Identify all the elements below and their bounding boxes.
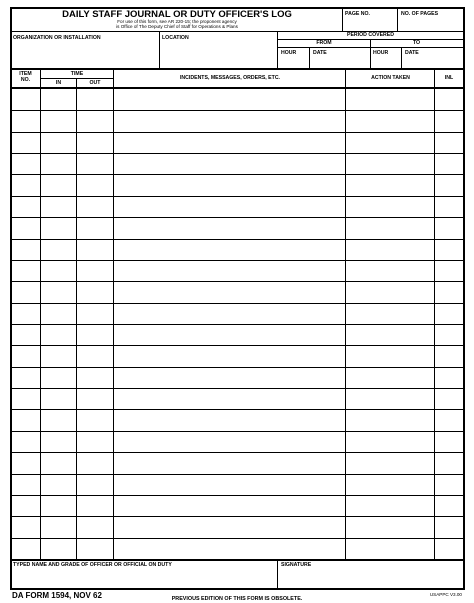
table-row bbox=[11, 495, 463, 516]
table-row bbox=[11, 452, 463, 473]
row-divider bbox=[11, 324, 463, 325]
table-row bbox=[11, 281, 463, 302]
table-row bbox=[11, 217, 463, 238]
row-divider bbox=[11, 495, 463, 496]
table-row bbox=[11, 367, 463, 388]
initials-cell[interactable] bbox=[435, 303, 463, 324]
time-out-cell[interactable] bbox=[77, 538, 113, 559]
action-cell[interactable] bbox=[346, 345, 434, 366]
to-hour-label: HOUR bbox=[373, 50, 389, 56]
action-cell[interactable] bbox=[346, 474, 434, 495]
grid-v-org bbox=[159, 32, 160, 69]
row-divider bbox=[11, 110, 463, 111]
table-row bbox=[11, 132, 463, 153]
row-divider bbox=[11, 367, 463, 368]
item-no-cell[interactable] bbox=[11, 409, 40, 430]
form-version: USAPPC V3.00 bbox=[429, 592, 462, 597]
to-date-label: DATE bbox=[405, 50, 419, 56]
action-cell[interactable] bbox=[346, 132, 434, 153]
incident-cell[interactable] bbox=[114, 281, 345, 302]
row-divider bbox=[11, 516, 463, 517]
initials-cell[interactable] bbox=[435, 174, 463, 195]
time-label: TIME bbox=[70, 71, 84, 77]
table-row bbox=[11, 110, 463, 131]
grid-v-fromto bbox=[370, 40, 371, 69]
time-in-cell[interactable] bbox=[41, 474, 76, 495]
time-out-cell[interactable] bbox=[77, 217, 113, 238]
location-label: LOCATION bbox=[162, 35, 189, 41]
time-in-cell[interactable] bbox=[41, 281, 76, 302]
time-in-cell[interactable] bbox=[41, 431, 76, 452]
incident-cell[interactable] bbox=[114, 89, 345, 110]
item-no-cell[interactable] bbox=[11, 495, 40, 516]
incident-cell[interactable] bbox=[114, 239, 345, 260]
form-subtitle-1: For use of this form, see AR 220-15; the proponent agency bbox=[117, 19, 237, 24]
grid-h-time bbox=[41, 78, 113, 79]
initials-cell[interactable] bbox=[435, 431, 463, 452]
table-row bbox=[11, 174, 463, 195]
period-covered-label: PERIOD COVERED bbox=[347, 32, 394, 38]
incident-cell[interactable] bbox=[114, 452, 345, 473]
row-divider bbox=[11, 409, 463, 410]
form-title: DAILY STAFF JOURNAL OR DUTY OFFICER'S LOG bbox=[62, 9, 292, 20]
incident-cell[interactable] bbox=[114, 409, 345, 430]
initials-cell[interactable] bbox=[435, 281, 463, 302]
item-no-cell[interactable] bbox=[11, 452, 40, 473]
incident-cell[interactable] bbox=[114, 196, 345, 217]
incident-cell[interactable] bbox=[114, 495, 345, 516]
time-in-cell[interactable] bbox=[41, 196, 76, 217]
incidents-label: INCIDENTS, MESSAGES, ORDERS, ETC. bbox=[179, 75, 281, 81]
grid-h-title-bottom bbox=[11, 31, 463, 32]
initials-cell[interactable] bbox=[435, 388, 463, 409]
grid-v-location bbox=[277, 32, 278, 69]
time-in-cell[interactable] bbox=[41, 174, 76, 195]
initials-cell[interactable] bbox=[435, 452, 463, 473]
initials-cell[interactable] bbox=[435, 153, 463, 174]
item-no-cell[interactable] bbox=[11, 217, 40, 238]
table-row bbox=[11, 196, 463, 217]
from-date-label: DATE bbox=[313, 50, 327, 56]
action-cell[interactable] bbox=[346, 431, 434, 452]
row-divider bbox=[11, 345, 463, 346]
table-row bbox=[11, 431, 463, 452]
signature-label: SIGNATURE bbox=[281, 562, 312, 568]
grid-v-in bbox=[76, 79, 77, 560]
row-divider bbox=[11, 303, 463, 304]
action-cell[interactable] bbox=[346, 110, 434, 131]
item-no-cell[interactable] bbox=[11, 388, 40, 409]
incident-cell[interactable] bbox=[114, 110, 345, 131]
time-out-cell[interactable] bbox=[77, 367, 113, 388]
incident-cell[interactable] bbox=[114, 516, 345, 537]
initials-cell[interactable] bbox=[435, 474, 463, 495]
item-no-cell[interactable] bbox=[11, 538, 40, 559]
grid-v-out bbox=[113, 70, 114, 560]
initials-cell[interactable] bbox=[435, 217, 463, 238]
incident-cell[interactable] bbox=[114, 431, 345, 452]
time-out-cell[interactable] bbox=[77, 174, 113, 195]
frame-right bbox=[463, 7, 465, 590]
incident-cell[interactable] bbox=[114, 260, 345, 281]
from-hour-label: HOUR bbox=[281, 50, 297, 56]
initials-cell[interactable] bbox=[435, 538, 463, 559]
time-out-cell[interactable] bbox=[77, 388, 113, 409]
row-divider bbox=[11, 196, 463, 197]
to-hour-field[interactable] bbox=[370, 48, 401, 69]
initials-cell[interactable] bbox=[435, 89, 463, 110]
time-out-cell[interactable] bbox=[77, 303, 113, 324]
time-in-cell[interactable] bbox=[41, 367, 76, 388]
grid-v-signature bbox=[277, 560, 278, 589]
action-cell[interactable] bbox=[346, 538, 434, 559]
from-hour-field[interactable] bbox=[278, 48, 309, 69]
table-row bbox=[11, 538, 463, 559]
organization-label: ORGANIZATION OR INSTALLATION bbox=[13, 35, 101, 41]
initials-cell[interactable] bbox=[435, 495, 463, 516]
initials-label: INL bbox=[444, 75, 454, 81]
form-subtitle-2: is Office of The Deputy Chief of Staff for Operations & Plans bbox=[116, 24, 238, 29]
frame-bottom bbox=[11, 588, 464, 590]
location-field[interactable] bbox=[160, 32, 277, 69]
item-no-cell[interactable] bbox=[11, 89, 40, 110]
table-row bbox=[11, 388, 463, 409]
row-divider bbox=[11, 239, 463, 240]
row-divider bbox=[11, 538, 463, 539]
action-cell[interactable] bbox=[346, 495, 434, 516]
table-row bbox=[11, 324, 463, 345]
time-in-cell[interactable] bbox=[41, 110, 76, 131]
to-label: TO bbox=[412, 40, 421, 46]
initials-cell[interactable] bbox=[435, 367, 463, 388]
time-in-label: IN bbox=[55, 80, 62, 86]
initials-cell[interactable] bbox=[435, 516, 463, 537]
grid-v-item bbox=[40, 70, 41, 560]
page-no-label: PAGE NO. bbox=[345, 11, 370, 17]
time-in-cell[interactable] bbox=[41, 303, 76, 324]
time-out-cell[interactable] bbox=[77, 110, 113, 131]
incident-cell[interactable] bbox=[114, 217, 345, 238]
time-in-cell[interactable] bbox=[41, 217, 76, 238]
time-in-cell[interactable] bbox=[41, 89, 76, 110]
item-no-cell[interactable] bbox=[11, 260, 40, 281]
frame-left bbox=[10, 7, 12, 590]
time-in-cell[interactable] bbox=[41, 388, 76, 409]
time-out-cell[interactable] bbox=[77, 474, 113, 495]
grid-h-table-header-bottom bbox=[11, 87, 463, 89]
row-divider bbox=[11, 431, 463, 432]
time-in-cell[interactable] bbox=[41, 132, 76, 153]
time-out-cell[interactable] bbox=[77, 132, 113, 153]
item-no-cell[interactable] bbox=[11, 516, 40, 537]
initials-cell[interactable] bbox=[435, 196, 463, 217]
action-cell[interactable] bbox=[346, 324, 434, 345]
time-out-cell[interactable] bbox=[77, 239, 113, 260]
no-of-pages-label: NO. OF PAGES bbox=[401, 11, 439, 17]
grid-v-action bbox=[434, 70, 435, 560]
action-cell[interactable] bbox=[346, 196, 434, 217]
row-divider bbox=[11, 153, 463, 154]
time-in-cell[interactable] bbox=[41, 495, 76, 516]
to-date-field[interactable] bbox=[402, 48, 463, 69]
initials-cell[interactable] bbox=[435, 324, 463, 345]
incident-cell[interactable] bbox=[114, 153, 345, 174]
item-no-cell[interactable] bbox=[11, 345, 40, 366]
table-row bbox=[11, 260, 463, 281]
table-row bbox=[11, 303, 463, 324]
item-no-cell[interactable] bbox=[11, 110, 40, 131]
time-in-cell[interactable] bbox=[41, 239, 76, 260]
action-cell[interactable] bbox=[346, 239, 434, 260]
row-divider bbox=[11, 474, 463, 475]
initials-cell[interactable] bbox=[435, 110, 463, 131]
time-out-cell[interactable] bbox=[77, 495, 113, 516]
row-divider bbox=[11, 260, 463, 261]
row-divider bbox=[11, 281, 463, 282]
incident-cell[interactable] bbox=[114, 367, 345, 388]
time-out-label: OUT bbox=[89, 80, 101, 86]
incident-cell[interactable] bbox=[114, 132, 345, 153]
incident-cell[interactable] bbox=[114, 474, 345, 495]
item-no-label-1: ITEM bbox=[19, 71, 32, 77]
action-cell[interactable] bbox=[346, 89, 434, 110]
row-divider bbox=[11, 452, 463, 453]
time-out-cell[interactable] bbox=[77, 452, 113, 473]
incident-cell[interactable] bbox=[114, 174, 345, 195]
incident-cell[interactable] bbox=[114, 303, 345, 324]
grid-v-from-hour bbox=[309, 48, 310, 69]
action-taken-label: ACTION TAKEN bbox=[371, 75, 410, 81]
grid-h-header-bottom bbox=[11, 68, 463, 70]
time-out-cell[interactable] bbox=[77, 409, 113, 430]
typed-name-label: TYPED NAME AND GRADE OF OFFICER OR OFFICIAL ON DUTY bbox=[13, 562, 172, 568]
time-in-cell[interactable] bbox=[41, 345, 76, 366]
table-row bbox=[11, 153, 463, 174]
time-in-cell[interactable] bbox=[41, 452, 76, 473]
table-row bbox=[11, 345, 463, 366]
time-out-cell[interactable] bbox=[77, 516, 113, 537]
item-no-cell[interactable] bbox=[11, 324, 40, 345]
item-no-label-2: NO. bbox=[20, 77, 31, 83]
edition-note: PREVIOUS EDITION OF THIS FORM IS OBSOLETE. bbox=[171, 596, 303, 602]
action-cell[interactable] bbox=[346, 153, 434, 174]
action-cell[interactable] bbox=[346, 367, 434, 388]
time-in-cell[interactable] bbox=[41, 516, 76, 537]
action-cell[interactable] bbox=[346, 217, 434, 238]
action-cell[interactable] bbox=[346, 516, 434, 537]
item-no-cell[interactable] bbox=[11, 431, 40, 452]
time-out-cell[interactable] bbox=[77, 345, 113, 366]
item-no-cell[interactable] bbox=[11, 474, 40, 495]
initials-cell[interactable] bbox=[435, 409, 463, 430]
time-out-cell[interactable] bbox=[77, 260, 113, 281]
grid-h-table-bottom bbox=[11, 559, 463, 561]
item-no-cell[interactable] bbox=[11, 132, 40, 153]
initials-cell[interactable] bbox=[435, 260, 463, 281]
time-in-cell[interactable] bbox=[41, 260, 76, 281]
organization-field[interactable] bbox=[11, 32, 159, 69]
action-cell[interactable] bbox=[346, 260, 434, 281]
table-row bbox=[11, 239, 463, 260]
signature-field[interactable] bbox=[278, 560, 463, 589]
row-divider bbox=[11, 388, 463, 389]
time-out-cell[interactable] bbox=[77, 281, 113, 302]
incident-cell[interactable] bbox=[114, 324, 345, 345]
time-in-cell[interactable] bbox=[41, 153, 76, 174]
grid-v-incidents bbox=[345, 70, 346, 560]
table-row bbox=[11, 516, 463, 537]
from-date-field[interactable] bbox=[310, 48, 370, 69]
no-of-pages-field[interactable] bbox=[398, 8, 463, 32]
item-no-cell[interactable] bbox=[11, 239, 40, 260]
form-number: DA FORM 1594, NOV 62 bbox=[12, 591, 102, 600]
item-no-cell[interactable] bbox=[11, 153, 40, 174]
grid-v-pages bbox=[397, 8, 398, 32]
page-no-field[interactable] bbox=[343, 8, 397, 32]
item-no-cell[interactable] bbox=[11, 196, 40, 217]
time-out-cell[interactable] bbox=[77, 89, 113, 110]
time-out-cell[interactable] bbox=[77, 431, 113, 452]
action-cell[interactable] bbox=[346, 281, 434, 302]
time-out-cell[interactable] bbox=[77, 196, 113, 217]
time-in-cell[interactable] bbox=[41, 324, 76, 345]
initials-cell[interactable] bbox=[435, 345, 463, 366]
row-divider bbox=[11, 174, 463, 175]
typed-name-field[interactable] bbox=[11, 560, 277, 589]
action-cell[interactable] bbox=[346, 388, 434, 409]
time-in-cell[interactable] bbox=[41, 538, 76, 559]
row-divider bbox=[11, 132, 463, 133]
time-in-cell[interactable] bbox=[41, 409, 76, 430]
incident-cell[interactable] bbox=[114, 345, 345, 366]
action-cell[interactable] bbox=[346, 303, 434, 324]
grid-v-page bbox=[342, 8, 343, 32]
grid-v-to-hour bbox=[401, 48, 402, 69]
row-divider bbox=[11, 217, 463, 218]
time-out-cell[interactable] bbox=[77, 324, 113, 345]
item-no-cell[interactable] bbox=[11, 174, 40, 195]
incident-cell[interactable] bbox=[114, 538, 345, 559]
action-cell[interactable] bbox=[346, 452, 434, 473]
initials-cell[interactable] bbox=[435, 132, 463, 153]
item-no-cell[interactable] bbox=[11, 281, 40, 302]
initials-cell[interactable] bbox=[435, 239, 463, 260]
incident-cell[interactable] bbox=[114, 388, 345, 409]
action-cell[interactable] bbox=[346, 174, 434, 195]
table-row bbox=[11, 89, 463, 110]
item-no-cell[interactable] bbox=[11, 367, 40, 388]
item-no-cell[interactable] bbox=[11, 303, 40, 324]
time-out-cell[interactable] bbox=[77, 153, 113, 174]
action-cell[interactable] bbox=[346, 409, 434, 430]
table-row bbox=[11, 409, 463, 430]
from-label: FROM bbox=[316, 40, 332, 46]
table-row bbox=[11, 474, 463, 495]
